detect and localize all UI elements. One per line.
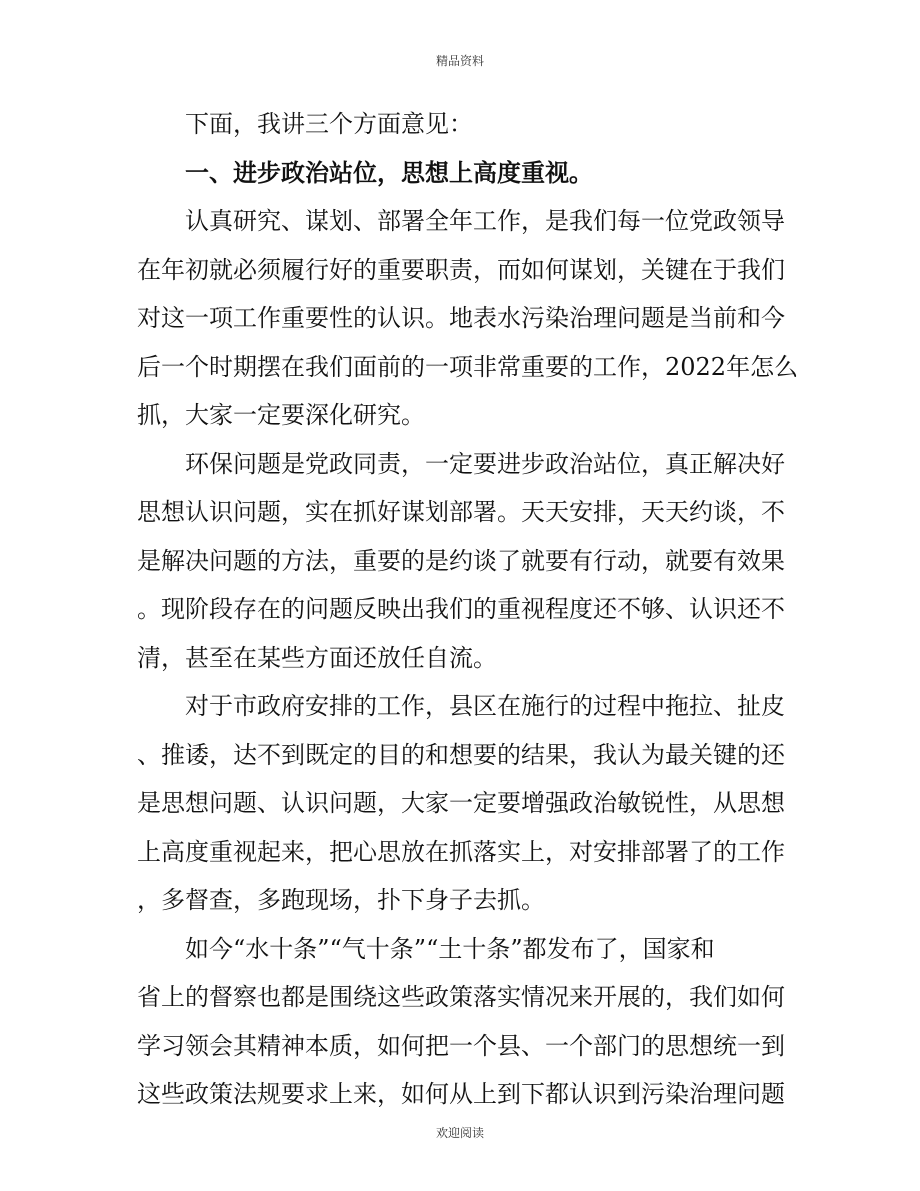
paragraph-line: 这些政策法规要求上来，如何从上到下都认识到污染治理问题: [137, 1080, 785, 1108]
paragraph-line: 对于市政府安排的工作，县区在施行的过程中拖拉、扯皮: [185, 692, 785, 720]
paragraph-line: 上高度重视起来，把心思放在抓落实上，对安排部署了的工作: [137, 837, 785, 866]
paragraph-line: 清，甚至在某些方面还放任自流。: [137, 643, 497, 672]
document-body: [137, 100, 799, 1119]
paragraph-line: 抓，大家一定要深化研究。: [137, 401, 425, 429]
paragraph-line: 对这一项工作重要性的认识。地表水污染治理问题是当前和今: [137, 304, 785, 332]
section-heading: 一、进步政治站位，思想上高度重视。: [185, 157, 593, 187]
page-footer: 欢迎阅读: [435, 1126, 484, 1140]
paragraph-line: 。现阶段存在的问题反映出我们的重视程度还不够、认识还不: [137, 595, 785, 623]
paragraph-line: 是解决问题的方法，重要的是约谈了就要有行动，就要有效果: [137, 546, 785, 575]
page-header: 精品资料: [435, 54, 484, 68]
paragraph-line: 、推诿，达不到既定的目的和想要的结果，我认为最关键的还: [137, 740, 785, 769]
paragraph-line: 后一个时期摆在我们面前的一项非常重要的工作，2022年怎么: [137, 352, 799, 381]
paragraph-line: 学习领会其精神本质，如何把一个县、一个部门的思想统一到: [137, 1031, 785, 1060]
paragraph-line: 省上的督察也都是围绕这些政策落实情况来开展的，我们如何: [137, 983, 785, 1011]
paragraph-line: 思想认识问题，实在抓好谋划部署。天天安排，天天约谈，不: [137, 498, 785, 526]
paragraph-line: 如今“水十条”“气十条”“土十条”都发布了，国家和: [185, 934, 715, 963]
paragraph-intro-line: 下面，我讲三个方面意见：: [185, 110, 473, 138]
paragraph-line: 是思想问题、认识问题，大家一定要增强政治敏锐性，从思想: [137, 789, 785, 817]
paragraph-line: 环保问题是党政同责，一定要进步政治站位，真正解决好: [185, 449, 785, 478]
paragraph-line: ，多督查，多跑现场，扑下身子去抓。: [137, 886, 545, 914]
paragraph-line: 认真研究、谋划、部署全年工作，是我们每一位党政领导: [185, 207, 785, 235]
paragraph-line: 在年初就必须履行好的重要职责，而如何谋划，关键在于我们: [137, 255, 785, 284]
